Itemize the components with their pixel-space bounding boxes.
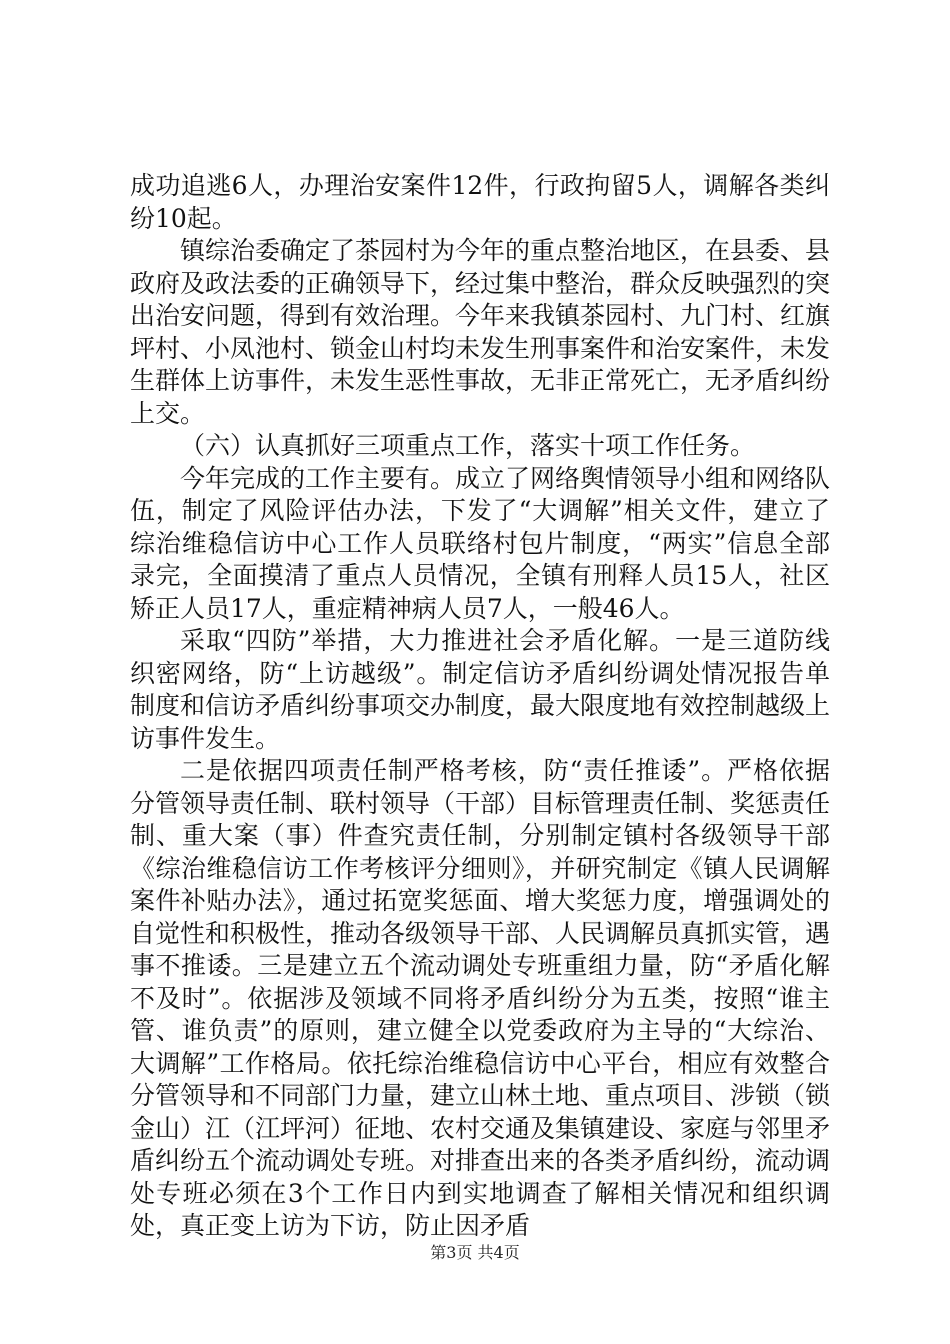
paragraph-1: 成功追逃6人，办理治安案件12件，行政拘留5人，调解各类纠纷10起。 <box>130 171 830 233</box>
page-number-footer: 第3页 共4页 <box>430 1243 520 1262</box>
document-body <box>130 170 830 1243</box>
paragraph-5: 采取“四防”举措，大力推进社会矛盾化解。一是三道防线织密网络，防“上访越级”。制定信访矛盾纠纷调处情况报告单制度和信访矛盾纠纷事项交办制度，最大限度地有效控制越级上访事件发生。 <box>130 626 831 753</box>
paragraph-4: 今年完成的工作主要有。成立了网络舆情领导小组和网络队伍，制定了风险评估办法，下发了“大调解”相关文件，建立了综治维稳信访中心工作人员联络村包片制度，“两实”信息全部录完，全面摸清了重点人员情况，全镇有刑释人员15人，社区矫正人员17人，重症精神病人员7人，一般46人。 <box>130 463 831 623</box>
paragraph-3-heading: （六）认真抓好三项重点工作，落实十项工作任务。 <box>180 431 756 460</box>
paragraph-2: 镇综治委确定了茶园村为今年的重点整治地区，在县委、县政府及政法委的正确领导下，经过集中整治，群众反映强烈的突出治安问题，得到有效治理。今年来我镇茶园村、九门村、红旗坪村、小凤池村、锁金山村均未发生刑事案件和治安案件，未发生群体上访事件，未发生恶性事故，无非正常死亡，无矛盾纠纷上交。 <box>130 236 831 428</box>
paragraph-6: 二是依据四项责任制严格考核，防“责任推诿”。严格依据分管领导责任制、联村领导（干部）目标管理责任制、奖惩责任制、重大案（事）件查究责任制，分别制定镇村各级领导干部《综治维稳信访工作考核评分细则》，并研究制定《镇人民调解案件补贴办法》，通过拓宽奖惩面、增大奖惩力度，增强调处的自觉性和积极性，推动各级领导干部、人民调解员真抓实管，遇事不推诿。三是建立五个流动调处专班重组力量，防“矛盾化解不及时”。依据涉及领域不同将矛盾纠纷分为五类，按照“谁主管、谁负责”的原则，建立健全以党委政府为主导的“大综治、大调解”工作格局。依托综治维稳信访中心平台，相应有效整合分管领导和不同部门力量，建立山林土地、重点项目、涉锁（锁金山）江（江坪河）征地、农村交通及集镇建设、家庭与邻里矛盾纠纷五个流动调处专班。对排查出来的各类矛盾纠纷，流动调处专班必须在3个工作日内到实地调查了解相关情况和组织调处，真正变上访为下访，防止因矛盾 <box>130 756 831 1240</box>
